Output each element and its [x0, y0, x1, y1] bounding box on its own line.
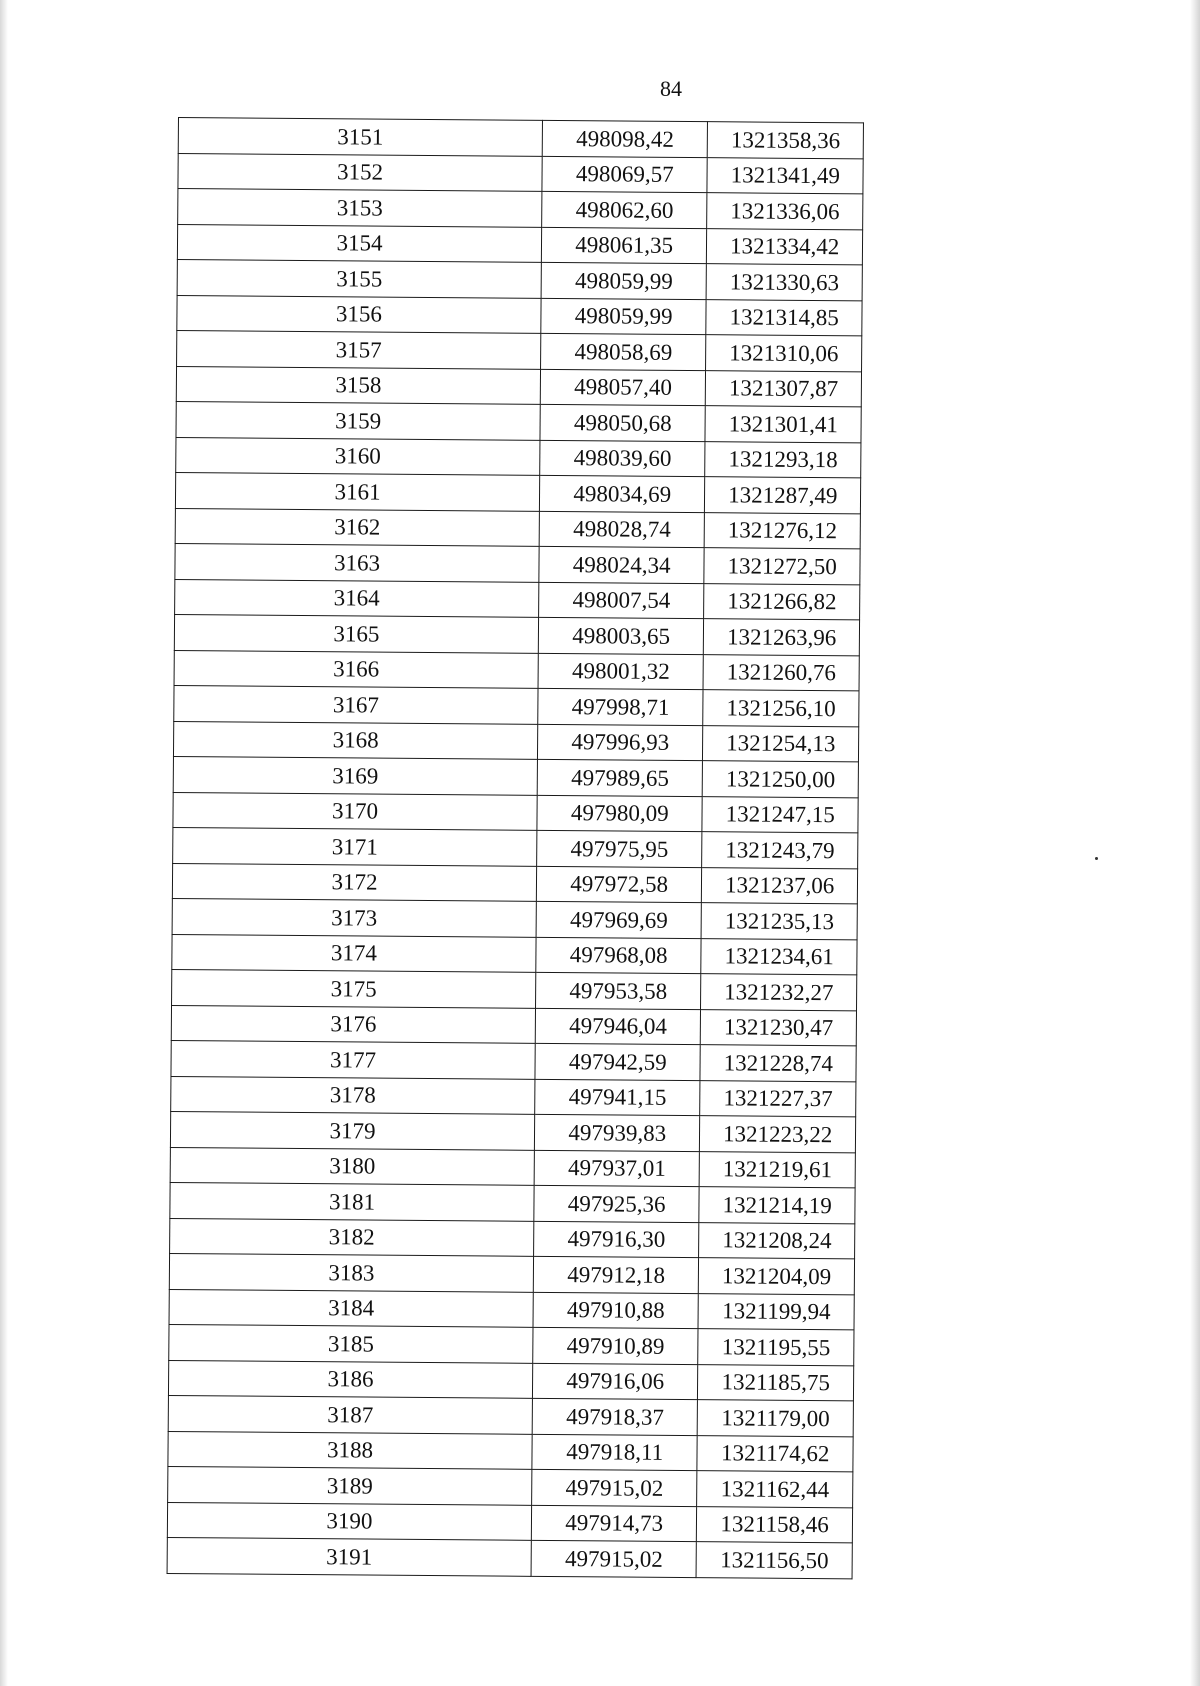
point-number-cell: 3159 [176, 401, 540, 439]
table-row [175, 543, 860, 584]
table-row [173, 756, 858, 797]
x-coordinate-cell: 497975,95 [537, 830, 703, 867]
point-number-cell: 3164 [175, 579, 539, 617]
x-coordinate-cell: 498024,34 [539, 546, 705, 583]
x-coordinate-cell: 497914,73 [531, 1505, 697, 1542]
x-coordinate-cell: 497996,93 [537, 724, 703, 761]
point-number-cell: 3166 [174, 650, 538, 688]
y-coordinate-cell: 1321266,82 [704, 583, 860, 620]
y-coordinate-cell: 1321293,18 [705, 441, 861, 478]
point-number-cell: 3163 [175, 543, 539, 581]
y-coordinate-cell: 1321287,49 [705, 477, 861, 514]
y-coordinate-cell: 1321250,00 [703, 761, 859, 798]
table-row [169, 1253, 854, 1294]
y-coordinate-cell: 1321260,76 [703, 654, 859, 691]
x-coordinate-cell: 497989,65 [537, 759, 703, 796]
y-coordinate-cell: 1321195,55 [698, 1329, 854, 1366]
x-coordinate-cell: 497941,15 [535, 1079, 701, 1116]
table-row [172, 934, 857, 975]
point-number-cell: 3179 [170, 1111, 534, 1149]
table-row [171, 1005, 856, 1046]
x-coordinate-cell: 497915,02 [532, 1469, 698, 1506]
table-row [169, 1324, 854, 1365]
y-coordinate-cell: 1321310,06 [706, 335, 862, 372]
table-row [177, 259, 862, 300]
y-coordinate-cell: 1321199,94 [698, 1293, 854, 1330]
table-row [173, 827, 858, 868]
point-number-cell: 3181 [170, 1182, 534, 1220]
table-row [177, 224, 862, 265]
table-row [178, 153, 863, 194]
table-row [173, 792, 858, 833]
table-row [177, 330, 862, 371]
x-coordinate-cell: 497912,18 [533, 1256, 699, 1293]
x-coordinate-cell: 498069,57 [542, 156, 708, 193]
point-number-cell: 3173 [172, 898, 536, 936]
x-coordinate-cell: 497969,69 [536, 901, 702, 938]
y-coordinate-cell: 1321156,50 [696, 1542, 852, 1579]
y-coordinate-cell: 1321314,85 [706, 299, 862, 336]
point-number-cell: 3177 [171, 1040, 535, 1078]
x-coordinate-cell: 497939,83 [534, 1114, 700, 1151]
y-coordinate-cell: 1321208,24 [699, 1222, 855, 1259]
y-coordinate-cell: 1321358,36 [708, 122, 864, 159]
point-number-cell: 3174 [172, 934, 536, 972]
x-coordinate-cell: 498007,54 [539, 582, 705, 619]
x-coordinate-cell: 497946,04 [535, 1008, 701, 1045]
y-coordinate-cell: 1321272,50 [704, 548, 860, 585]
table-row [176, 366, 861, 407]
point-number-cell: 3151 [178, 118, 542, 156]
y-coordinate-cell: 1321235,13 [701, 903, 857, 940]
x-coordinate-cell: 498059,99 [541, 298, 707, 335]
y-coordinate-cell: 1321237,06 [702, 867, 858, 904]
x-coordinate-cell: 497998,71 [538, 688, 704, 725]
y-coordinate-cell: 1321185,75 [698, 1364, 854, 1401]
point-number-cell: 3190 [167, 1502, 531, 1540]
point-number-cell: 3175 [172, 969, 536, 1007]
x-coordinate-cell: 497916,06 [532, 1363, 698, 1400]
x-coordinate-cell: 498057,40 [540, 369, 706, 406]
y-coordinate-cell: 1321234,61 [701, 938, 857, 975]
y-coordinate-cell: 1321162,44 [697, 1471, 853, 1508]
x-coordinate-cell: 497910,89 [533, 1327, 699, 1364]
table-row [171, 1040, 856, 1081]
point-number-cell: 3187 [168, 1395, 532, 1433]
point-number-cell: 3178 [171, 1076, 535, 1114]
y-coordinate-cell: 1321243,79 [702, 832, 858, 869]
y-coordinate-cell: 1321204,09 [699, 1258, 855, 1295]
x-coordinate-cell: 497910,88 [533, 1292, 699, 1329]
table-row [172, 898, 857, 939]
table-row [174, 614, 859, 655]
y-coordinate-cell: 1321307,87 [706, 370, 862, 407]
table-row [174, 650, 859, 691]
point-number-cell: 3188 [168, 1431, 532, 1469]
table-row [175, 508, 860, 549]
point-number-cell: 3168 [173, 721, 537, 759]
coordinates-table-body [167, 118, 863, 1579]
point-number-cell: 3184 [169, 1289, 533, 1327]
point-number-cell: 3180 [170, 1147, 534, 1185]
y-coordinate-cell: 1321334,42 [707, 228, 863, 265]
x-coordinate-cell: 497918,37 [532, 1398, 698, 1435]
y-coordinate-cell: 1321179,00 [698, 1400, 854, 1437]
point-number-cell: 3176 [171, 1005, 535, 1043]
y-coordinate-cell: 1321330,63 [706, 264, 862, 301]
point-number-cell: 3191 [167, 1537, 531, 1575]
x-coordinate-cell: 497942,59 [535, 1043, 701, 1080]
y-coordinate-cell: 1321263,96 [704, 619, 860, 656]
y-coordinate-cell: 1321276,12 [705, 512, 861, 549]
table-row [178, 189, 863, 230]
page-number: 84 [660, 76, 682, 101]
x-coordinate-cell: 498061,35 [541, 227, 707, 264]
y-coordinate-cell: 1321247,15 [702, 796, 858, 833]
x-coordinate-cell: 498003,65 [538, 617, 704, 654]
x-coordinate-cell: 497918,11 [532, 1434, 698, 1471]
table-row [170, 1182, 855, 1223]
point-number-cell: 3172 [172, 863, 536, 901]
point-number-cell: 3154 [177, 224, 541, 262]
table-row [170, 1218, 855, 1259]
point-number-cell: 3169 [173, 756, 537, 794]
point-number-cell: 3153 [178, 189, 542, 227]
y-coordinate-cell: 1321227,37 [700, 1080, 856, 1117]
x-coordinate-cell: 498039,60 [540, 440, 706, 477]
y-coordinate-cell: 1321336,06 [707, 193, 863, 230]
table-row [168, 1466, 853, 1507]
y-coordinate-cell: 1321232,27 [701, 974, 857, 1011]
point-number-cell: 3185 [169, 1324, 533, 1362]
x-coordinate-cell: 497915,02 [531, 1540, 697, 1577]
point-number-cell: 3171 [173, 827, 537, 865]
table-row [172, 969, 857, 1010]
table-row [170, 1147, 855, 1188]
point-number-cell: 3186 [168, 1360, 532, 1398]
x-coordinate-cell: 497972,58 [536, 866, 702, 903]
x-coordinate-cell: 497953,58 [536, 972, 702, 1009]
y-coordinate-cell: 1321223,22 [700, 1116, 856, 1153]
x-coordinate-cell: 498028,74 [539, 511, 705, 548]
table-row [168, 1395, 853, 1436]
table-row [172, 863, 857, 904]
y-coordinate-cell: 1321158,46 [697, 1506, 853, 1543]
point-number-cell: 3183 [169, 1253, 533, 1291]
table-row [168, 1431, 853, 1472]
y-coordinate-cell: 1321341,49 [707, 157, 863, 194]
point-number-cell: 3157 [177, 330, 541, 368]
x-coordinate-cell: 497968,08 [536, 937, 702, 974]
table-row [173, 721, 858, 762]
x-coordinate-cell: 498062,60 [542, 191, 708, 228]
scan-edge-left [0, 0, 8, 1686]
table-row [171, 1076, 856, 1117]
point-number-cell: 3155 [177, 259, 541, 297]
x-coordinate-cell: 498059,99 [541, 262, 707, 299]
point-number-cell: 3156 [177, 295, 541, 333]
x-coordinate-cell: 497937,01 [534, 1150, 700, 1187]
table-row [174, 685, 859, 726]
table-row [170, 1111, 855, 1152]
point-number-cell: 3152 [178, 153, 542, 191]
point-number-cell: 3189 [168, 1466, 532, 1504]
table-row [177, 295, 862, 336]
scan-edge-right [1190, 0, 1200, 1686]
point-number-cell: 3161 [175, 472, 539, 510]
coordinates-table [167, 117, 864, 1579]
x-coordinate-cell: 498050,68 [540, 404, 706, 441]
scan-speck [1095, 857, 1098, 860]
x-coordinate-cell: 497925,36 [534, 1185, 700, 1222]
y-coordinate-cell: 1321219,61 [700, 1151, 856, 1188]
x-coordinate-cell: 498001,32 [538, 653, 704, 690]
x-coordinate-cell: 498034,69 [539, 475, 705, 512]
point-number-cell: 3170 [173, 792, 537, 830]
table-row [178, 118, 863, 159]
y-coordinate-cell: 1321256,10 [703, 690, 859, 727]
y-coordinate-cell: 1321230,47 [701, 1009, 857, 1046]
table-row [175, 472, 860, 513]
table-row [176, 437, 861, 478]
point-number-cell: 3160 [176, 437, 540, 475]
y-coordinate-cell: 1321214,19 [699, 1187, 855, 1224]
x-coordinate-cell: 497916,30 [534, 1221, 700, 1258]
point-number-cell: 3165 [174, 614, 538, 652]
point-number-cell: 3162 [175, 508, 539, 546]
point-number-cell: 3167 [174, 685, 538, 723]
x-coordinate-cell: 498098,42 [542, 120, 708, 157]
y-coordinate-cell: 1321228,74 [700, 1045, 856, 1082]
table-row [167, 1537, 852, 1578]
point-number-cell: 3158 [176, 366, 540, 404]
y-coordinate-cell: 1321301,41 [705, 406, 861, 443]
point-number-cell: 3182 [170, 1218, 534, 1256]
table-row [167, 1502, 852, 1543]
x-coordinate-cell: 498058,69 [541, 333, 707, 370]
table-row [176, 401, 861, 442]
table-row [169, 1289, 854, 1330]
table-row [168, 1360, 853, 1401]
table-row [175, 579, 860, 620]
y-coordinate-cell: 1321174,62 [697, 1435, 853, 1472]
y-coordinate-cell: 1321254,13 [703, 725, 859, 762]
x-coordinate-cell: 497980,09 [537, 795, 703, 832]
